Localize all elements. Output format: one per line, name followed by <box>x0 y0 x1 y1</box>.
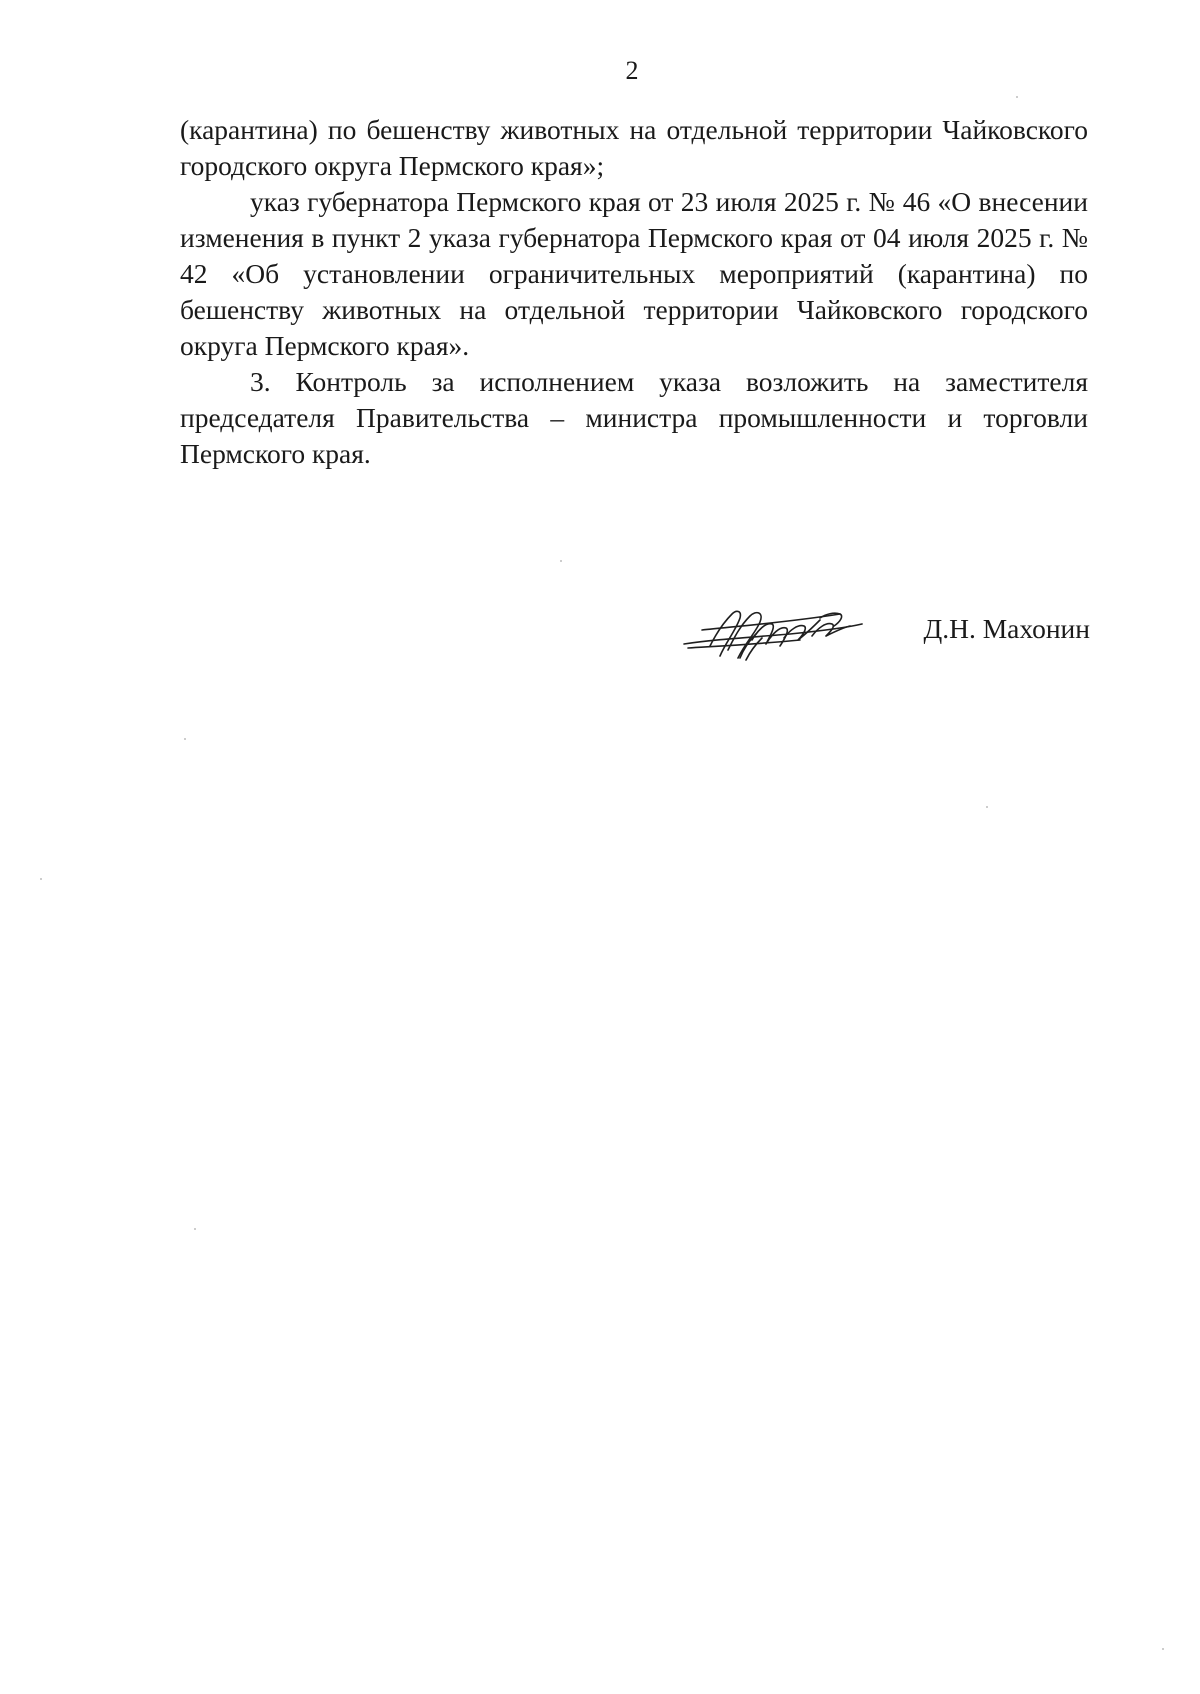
scan-speck <box>184 738 186 740</box>
page-number: 2 <box>625 56 639 85</box>
scan-speck <box>560 560 562 562</box>
paragraph-control-clause: 3. Контроль за исполнением указа возложить на заместителя председателя Правительства – министра промышленности и торговли Пермского края. <box>180 366 1088 469</box>
scan-speck <box>40 878 42 880</box>
signer-name: Д.Н. Махонин <box>923 613 1090 644</box>
paragraph-decree-reference: указ губернатора Пермского края от 23 июля 2025 г. № 46 «О внесении изменения в пункт 2 указа губернатора Пермского края от 04 июля 2025 г. № 42 «Об установлении ограничительных мероприятий (карантина) по бешенству животных на отдельной территории Чайковского городского округа Пермского края». <box>180 186 1088 361</box>
handwritten-signature <box>680 600 870 670</box>
scan-speck <box>1016 96 1018 98</box>
scan-speck <box>1162 1648 1164 1650</box>
paragraph-continuation: (карантина) по бешенству животных на отдельной территории Чайковского городского округа Пермского края»; <box>180 114 1088 181</box>
scan-speck <box>194 1228 196 1230</box>
signature-block <box>680 600 1090 670</box>
document-body <box>180 112 1088 472</box>
scan-speck <box>986 806 988 808</box>
